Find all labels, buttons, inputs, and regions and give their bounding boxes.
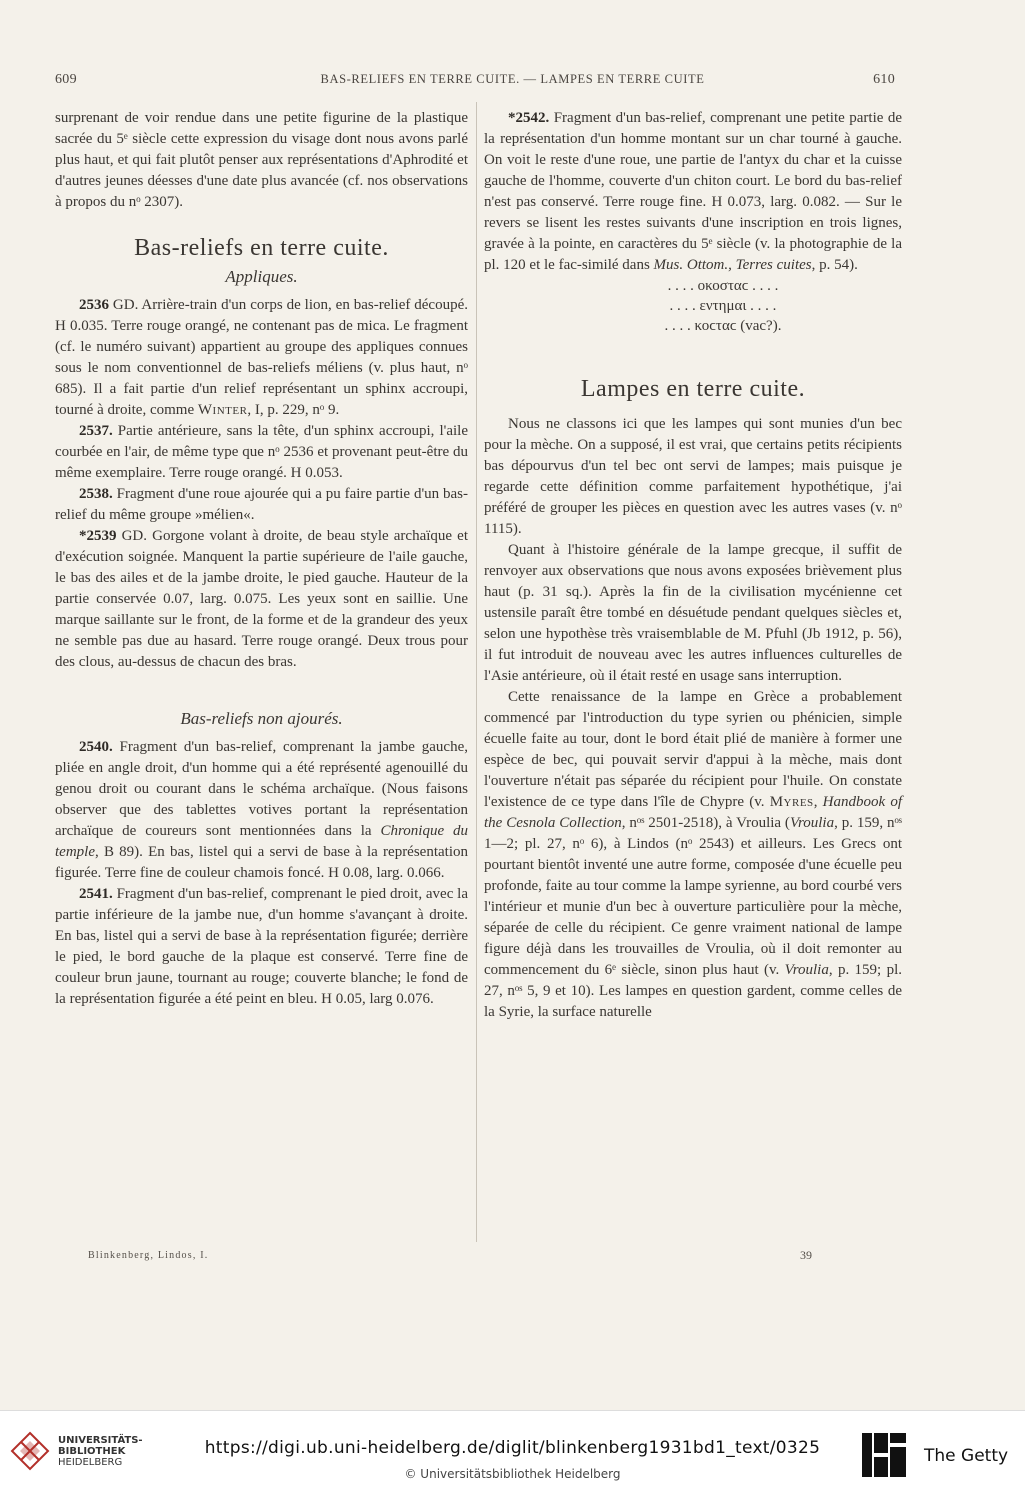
subheading-non-ajoures: Bas-reliefs non ajourés. — [180, 709, 343, 728]
entry-text: , p. 54). — [811, 257, 858, 273]
cited-title: Mus. Ottom., Terres cuites — [653, 257, 812, 273]
entry-2541 — [55, 884, 468, 1010]
inscription-line-1: . . . . οκοσταϲ . . . . — [667, 278, 779, 294]
entry-2537 — [55, 421, 468, 484]
right-column — [484, 108, 902, 1023]
cited-title: Vroulia — [784, 962, 829, 978]
university-library-name: UNIVERSITÄTS- BIBLIOTHEK HEIDELBERG — [58, 1435, 143, 1468]
lampes-paragraph-2: Quant à l'histoire générale de la lampe grecque, il suffit de renvoyer aux observations que nous avons exposées brièvement plus haut (p. 31 sq.). Après la fin de la civilisation mycénienne cet ustensile paraît être tombé en désuétude pendant quelques siècles et, selon une hypothèse très vraisemblable de M. Pfuhl (Jb 1912, p. 56), il fut introduit de nouveau avec les autres influences culturelles de l'Asie antérieure, où il était resté en usage sans interruption. — [484, 542, 902, 684]
entry-number: *2542. — [508, 110, 550, 126]
entry-2540 — [55, 737, 468, 884]
entry-text: Fragment d'un bas-relief, comprenant une petite partie de la représentation d'un homme montant sur un char tourné à gauche. On voit le reste d'une roue, une partie de l'antyx du char et la cuisse gauche de l'homme, couverte d'un chiton court. Le bord du bas-relief n'est pas conservé. Terre rouge fine. H 0.073, larg. 0.082. — Sur le revers se lisent les restes suivants d'une inscription en trois lignes, gravée à la pointe, en caractères du 5ᵉ siècle (v. la photographie de la pl. 120 et le fac-similé dans — [484, 110, 902, 273]
author-name: Winter — [197, 402, 248, 418]
entry-text: , B 89). En bas, listel qui a servi de base à la représentation figurée. Terre fine de couleur chamois foncé. H 0.08, larg. 0.066. — [55, 844, 468, 881]
running-title: BAS-RELIEFS EN TERRE CUITE. — LAMPES EN TERRE CUITE — [320, 72, 705, 86]
sheet-number: 39 — [800, 1248, 812, 1262]
page-number-left: 609 — [55, 72, 77, 87]
inscription-line-3: . . . . κοϲταϲ (vac?). — [664, 318, 782, 334]
entry-number: 2540. — [79, 739, 113, 755]
getty-logo-icon — [860, 1431, 908, 1479]
permalink-url[interactable]: https://digi.ub.uni-heidelberg.de/diglit/blinkenberg1931bd1_text/0325 — [204, 1438, 821, 1458]
inscription-line-2: . . . . εντημαι . . . . — [669, 298, 777, 314]
author-name: Myres — [769, 794, 814, 810]
entry-number: 2541. — [79, 886, 113, 902]
entry-text: Fragment d'un bas-relief, comprenant la jambe gauche, pliée en angle droit, d'un homme qui a été représenté agenouillé du genou droit ou courant dans le schéma archaïque. (Nous faisons observer que des tablettes votives portant la représentation archaïque de coureurs sont mentionnées dans la — [55, 739, 468, 839]
column-divider — [476, 102, 477, 1242]
entry-2539 — [55, 526, 468, 673]
section-heading-lampes: Lampes en terre cuite. — [580, 376, 806, 402]
printer-signature: Blinkenberg, Lindos, I. — [88, 1250, 209, 1261]
entry-text: , I, p. 229, nᵒ 9. — [247, 402, 340, 418]
getty-label: The Getty — [924, 1446, 1009, 1466]
entry-number: 2536 — [79, 297, 109, 313]
cited-title: Handbook of the Cesnola Collection — [484, 794, 902, 831]
lampes-paragraph-1: Nous ne classons ici que les lampes qui sont munies d'un bec pour la mèche. On a supposé, il est vrai, que certains petits récipients bas dépourvus d'un tel bec ont servi de lampes; mais puisque je regarde cette définition comme parfaitement hypothétique, j'ai préféré de grouper les pièces en question avec les autres vases (v. nᵒ 1115). — [484, 416, 902, 537]
intro-paragraph: surprenant de voir rendue dans une petite figurine de la plastique sacrée du 5ᵉ siècle cette expression du visage dont nous avons parlé plus haut, et qui fait plutôt penser aux représentations d'Aphrodité et d'autres jeunes déesses d'une date plus avancée (cf. nos observations à propos du nᵒ 2307). — [55, 110, 468, 210]
entry-2542 — [484, 108, 902, 276]
entry-number: 2538. — [79, 486, 113, 502]
page-number-right: 610 — [873, 72, 895, 87]
copyright-notice: © Universitätsbibliothek Heidelberg — [404, 1467, 621, 1481]
entry-text: Fragment d'un bas-relief, comprenant le pied droit, avec la partie inférieure de la jambe nue, d'un homme s'avançant à droite. En bas, listel qui a servi de base à la représentation figurée; derrière le pied, le bord gauche de la plaque est conservé. Terre fine de couleur brun jaune, tournant au rouge; couverte blanche; le fond de la représentation figurée a été peint en bleu. H 0.05, larg 0.076. — [55, 886, 468, 1007]
cited-title: Vroulia — [789, 815, 835, 831]
entry-2536 — [55, 295, 468, 421]
entry-number: 2537. — [79, 423, 113, 439]
entry-text: Partie antérieure, sans la tête, d'un sphinx accroupi, l'aile courbée en l'air, de même type que nᵒ 2536 et provenant peut-être du même exemplaire. Terre rouge orangé. H 0.053. — [55, 423, 468, 481]
entry-text: GD. Arrière-train d'un corps de lion, en bas-relief découpé. H 0.035. Terre rouge orangé, ne contenant pas de mica. Le fragment (cf. le numéro suivant) appartient au groupe des appliques connues sous le nom conventionnel de bas-reliefs méliens (v. plus haut, nᵒ 685). Il a fait partie d'un relief représentant un sphinx accroupi, tourné à droite, comme — [55, 297, 468, 418]
left-column — [55, 108, 468, 1010]
cited-title: Chronique du temple — [55, 823, 468, 860]
entry-text: Fragment d'une roue ajourée qui a pu faire partie d'un bas-relief du même groupe »mélien«. — [55, 486, 468, 523]
entry-number: *2539 — [79, 528, 117, 544]
section-heading-bas-reliefs: Bas-reliefs en terre cuite. — [134, 235, 389, 261]
lampes-paragraph-3: Cette renaissance de la lampe en Grèce a probablement commencé par l'introduction du type syrien ou phénicien, simple écuelle faite au tour, dont le bord était plié de manière à former une espèce de bec, qui pouvait servir d'appui à la mèche, mais dont l'ouverture n'était pas séparée du récipient pour l'huile. On constate l'existence de ce type dans l'île de Chypre (v. Myres, Handbook of the Cesnola Collection, nᵒˢ 2501-2518), à Vroulia (Vroulia, p. 159, nᵒˢ 1—2; pl. 27, nᵒ 6), à Lindos (nᵒ 2543) et ailleurs. Les Grecs ont pourtant bientôt inventé une autre forme, composée d'une écuelle peu profonde, faite au tour comme la lampe syrienne, au bord courbé vers l'intérieur et munie d'un bec à ouverture particulière pour la mèche, séparée de celle du récipient. Ce genre vraiment national de lampe figure déjà dans les trouvailles de Vroulia, où il doit remonter au commencement du 6ᵉ siècle, sinon plus haut (v. Vroulia, p. 159; pl. 27, nᵒˢ 5, 9 et 10). Les lampes en question gardent, comme celles de la Syrie, la surface naturelle — [484, 689, 902, 1020]
entry-2538 — [55, 484, 468, 526]
subheading-appliques: Appliques. — [225, 267, 298, 286]
entry-text: GD. Gorgone volant à droite, de beau style archaïque et d'exécution soignée. Manquent la partie supérieure de l'aile gauche, le bas des ailes et de la jambe droite, le pied gauche. Hauteur de la partie conservée 0.07, larg. 0.075. Les yeux sont en saillie. Une marque saillante sur le front, de la forme et de la grandeur des yeux ne semble pas due au hasard. Terre rouge orangé. Deux trous pour des clous, au-dessus de chacun des bras. — [55, 528, 468, 670]
viewer-footer-bar — [0, 1410, 1025, 1493]
